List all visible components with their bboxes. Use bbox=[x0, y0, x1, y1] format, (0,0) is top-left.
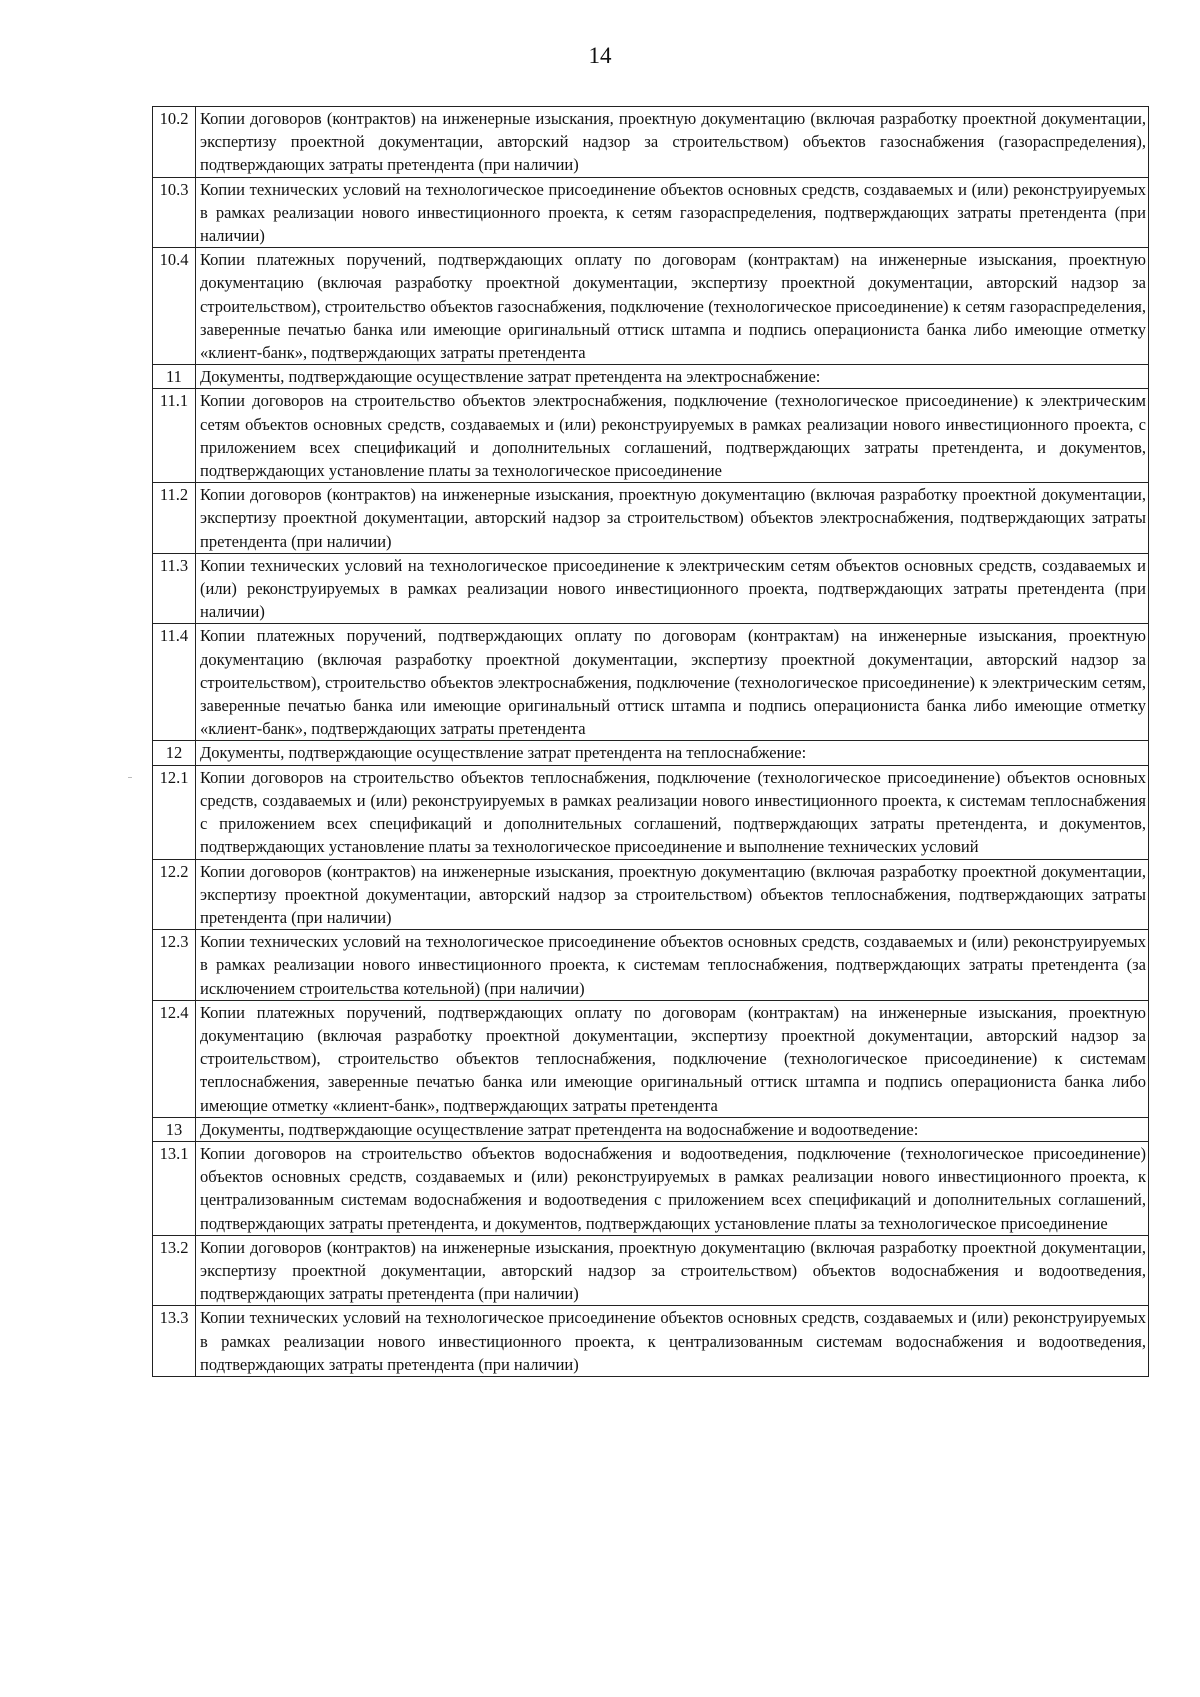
row-text: Копии договоров (контрактов) на инженерные изыскания, проектную документацию (включая разработку проектной документации, экспертизу проектной документации, авторский надзор за строительством) объектов теплоснабжения, подтверждающих затраты претендента (при наличии) bbox=[196, 859, 1149, 930]
row-number: 10.4 bbox=[153, 248, 196, 365]
row-text: Копии договоров на строительство объектов водоснабжения и водоотведения, подключение (технологическое присоединение) объектов основных средств, создаваемых и (или) реконструируемых в рамках реализации нового инвестиционного проекта, к централизованным системам водоснабжения и водоотведения с приложением всех спецификаций и дополнительных соглашений, подтверждающих затраты претендента, и документов, подтверждающих установление платы за технологическое присоединение bbox=[196, 1141, 1149, 1235]
row-number: 10.3 bbox=[153, 177, 196, 248]
table-row bbox=[153, 107, 1149, 178]
row-number: 13.2 bbox=[153, 1235, 196, 1306]
row-text: Копии платежных поручений, подтверждающих оплату по договорам (контрактам) на инженерные изыскания, проектную документацию (включая разработку проектной документации, экспертизу проектной документации, авторский надзор за строительством), строительство объектов газоснабжения, подключение (технологическое присоединение) к сетям газораспределения, заверенные печатью банка или имеющие оригинальный оттиск штампа и подпись операциониста банка либо имеющие отметку «клиент-банк», подтверждающих затраты претендента bbox=[196, 248, 1149, 365]
table-row bbox=[153, 930, 1149, 1001]
table-row bbox=[153, 248, 1149, 365]
section-row bbox=[153, 1117, 1149, 1141]
row-number: 11.1 bbox=[153, 389, 196, 483]
row-number: 11 bbox=[153, 365, 196, 389]
row-text: Копии технических условий на технологическое присоединение объектов основных средств, создаваемых и (или) реконструируемых в рамках реализации нового инвестиционного проекта, к централизованным системам водоснабжения и водоотведения, подтверждающих затраты претендента (при наличии) bbox=[196, 1306, 1149, 1377]
table-row bbox=[153, 1141, 1149, 1235]
row-text: Копии технических условий на технологическое присоединение к электрическим сетям объектов основных средств, создаваемых и (или) реконструируемых в рамках реализации нового инвестиционного проекта, подтверждающих затраты претендента (при наличии) bbox=[196, 553, 1149, 624]
table-row bbox=[153, 483, 1149, 554]
table-row bbox=[153, 389, 1149, 483]
row-number: 13.3 bbox=[153, 1306, 196, 1377]
requirements-table-body bbox=[153, 107, 1149, 1377]
row-text: Копии договоров (контрактов) на инженерные изыскания, проектную документацию (включая разработку проектной документации, экспертизу проектной документации, авторский надзор за строительством) объектов электроснабжения, подтверждающих затраты претендента (при наличии) bbox=[196, 483, 1149, 554]
row-number: 11.3 bbox=[153, 553, 196, 624]
row-text: Копии технических условий на технологическое присоединение объектов основных средств, создаваемых и (или) реконструируемых в рамках реализации нового инвестиционного проекта, к системам теплоснабжения, подтверждающих затраты претендента (за исключением строительства котельной) (при наличии) bbox=[196, 930, 1149, 1001]
table-row bbox=[153, 177, 1149, 248]
row-text: Копии договоров (контрактов) на инженерные изыскания, проектную документацию (включая разработку проектной документации, экспертизу проектной документации, авторский надзор за строительством) объектов газоснабжения (газораспределения), подтверждающих затраты претендента (при наличии) bbox=[196, 107, 1149, 178]
row-number: 12.4 bbox=[153, 1000, 196, 1117]
table-row bbox=[153, 1306, 1149, 1377]
table-row bbox=[153, 765, 1149, 859]
row-number: 13.1 bbox=[153, 1141, 196, 1235]
margin-mark bbox=[128, 777, 132, 778]
row-text: Копии платежных поручений, подтверждающих оплату по договорам (контрактам) на инженерные изыскания, проектную документацию (включая разработку проектной документации, экспертизу проектной документации, авторский надзор за строительством), строительство объектов теплоснабжения, подключение (технологическое присоединение) к системам теплоснабжения, заверенные печатью банка или имеющие оригинальный оттиск штампа и подпись операциониста банка либо имеющие отметку «клиент-банк», подтверждающих затраты претендента bbox=[196, 1000, 1149, 1117]
row-number: 11.2 bbox=[153, 483, 196, 554]
table-row bbox=[153, 553, 1149, 624]
row-number: 10.2 bbox=[153, 107, 196, 178]
row-text: Копии договоров на строительство объектов теплоснабжения, подключение (технологическое присоединение) объектов основных средств, создаваемых и (или) реконструируемых в рамках реализации нового инвестиционного проекта, к системам теплоснабжения с приложением всех спецификаций и дополнительных соглашений, подтверждающих затраты претендента, и документов, подтверждающих установление платы за технологическое присоединение и выполнение технических условий bbox=[196, 765, 1149, 859]
row-number: 11.4 bbox=[153, 624, 196, 741]
table-row bbox=[153, 859, 1149, 930]
row-text: Копии договоров (контрактов) на инженерные изыскания, проектную документацию (включая разработку проектной документации, экспертизу проектной документации, авторский надзор за строительством) объектов водоснабжения и водоотведения, подтверждающих затраты претендента (при наличии) bbox=[196, 1235, 1149, 1306]
row-number: 12.3 bbox=[153, 930, 196, 1001]
row-text: Копии договоров на строительство объектов электроснабжения, подключение (технологическое присоединение) к электрическим сетям объектов основных средств, создаваемых и (или) реконструируемых в рамках реализации нового инвестиционного проекта, с приложением всех спецификаций и дополнительных соглашений, подтверждающих затраты претендента, и документов, подтверждающих установление платы за технологическое присоединение bbox=[196, 389, 1149, 483]
row-number: 13 bbox=[153, 1117, 196, 1141]
page-number: 14 bbox=[588, 43, 612, 68]
section-heading: Документы, подтверждающие осуществление затрат претендента на теплоснабжение: bbox=[196, 741, 1149, 765]
table-row bbox=[153, 624, 1149, 741]
table-row bbox=[153, 1000, 1149, 1117]
section-heading: Документы, подтверждающие осуществление затрат претендента на электроснабжение: bbox=[196, 365, 1149, 389]
row-number: 12.1 bbox=[153, 765, 196, 859]
table-row bbox=[153, 1235, 1149, 1306]
row-number: 12 bbox=[153, 741, 196, 765]
row-text: Копии платежных поручений, подтверждающих оплату по договорам (контрактам) на инженерные изыскания, проектную документацию (включая разработку проектной документации, экспертизу проектной документации, авторский надзор за строительством), строительство объектов электроснабжения, подключение (технологическое присоединение) к электрическим сетям, заверенные печатью банка или имеющие оригинальный оттиск штампа и подпись операциониста банка либо имеющие отметку «клиент-банк», подтверждающих затраты претендента bbox=[196, 624, 1149, 741]
section-row bbox=[153, 741, 1149, 765]
row-number: 12.2 bbox=[153, 859, 196, 930]
section-heading: Документы, подтверждающие осуществление затрат претендента на водоснабжение и водоотведение: bbox=[196, 1117, 1149, 1141]
requirements-table bbox=[152, 106, 1149, 1377]
row-text: Копии технических условий на технологическое присоединение объектов основных средств, создаваемых и (или) реконструируемых в рамках реализации нового инвестиционного проекта, к сетям газораспределения, подтверждающих затраты претендента (при наличии) bbox=[196, 177, 1149, 248]
section-row bbox=[153, 365, 1149, 389]
